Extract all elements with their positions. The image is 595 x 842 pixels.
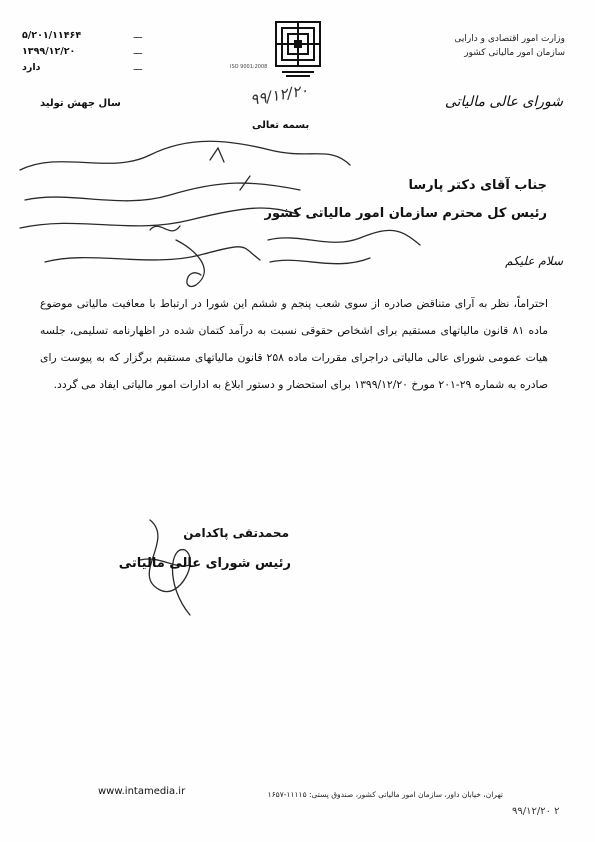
letter-date: ۱۳۹۹/۱۲/۲۰ bbox=[22, 46, 76, 57]
bismillah: بسمه تعالی bbox=[252, 120, 310, 131]
footer-handwritten-note: ۹۹/۱۲/۲۰ ۲ bbox=[512, 806, 560, 817]
year-slogan: سال جهش تولید bbox=[40, 98, 121, 109]
signer-name: محمدتقی پاکدامن bbox=[183, 526, 289, 540]
letter-attachment: دارد bbox=[22, 62, 41, 73]
letter-body: احتراماً، نظر به آرای متناقض صادره از سوی شعب پنجم و ششم این شورا در ارتباط با معافیت مالیاتی موضوع ماده ۸۱ قانون مالیاتهای مستقیم برای اشخاص حقوقی نسبت به درآمد کتمان شده در اظهارنامه تسلیمی، جلسه هیات عمومی شورای عالی مالیاتی دراجرای مقررات ماده ۲۵۸ قانون مالیاتهای مستقیم برگزار که به پیوست رای صادره به شماره ۲۹-۲۰۱ مورخ ۱۳۹۹/۱۲/۲۰ برای استحضار و دستور ابلاغ به ادارات امور مالیاتی ایفاد می گردد. bbox=[40, 297, 549, 391]
salutation: سلام علیکم bbox=[505, 254, 563, 268]
footer-address: تهران، خیابان داور، سازمان امور مالیاتی کشور، صندوق پستی: ۱۱۱۱۵-۱۶۵۷ bbox=[267, 790, 503, 799]
ministry-name: وزارت امور اقتصادی و دارایی bbox=[454, 34, 565, 44]
iso-label: ISO 9001:2008 bbox=[230, 64, 268, 70]
addressee: جناب آقای دکتر پارسا bbox=[408, 178, 547, 193]
website-link[interactable]: www.intamedia.ir bbox=[98, 786, 186, 797]
letter-meta: ۵/۲۰۱/۱۱۴۶۴ ـــ ۱۳۹۹/۱۲/۲۰ ـــ دارد ـــ bbox=[22, 28, 142, 76]
council-title: شورای عالی مالیاتی bbox=[444, 94, 563, 110]
letter-number: ۵/۲۰۱/۱۱۴۶۴ bbox=[22, 30, 82, 41]
signer-title: رئیس شورای عالی مالیاتی bbox=[118, 556, 291, 571]
handwritten-date: ۹۹/۱۲/۲۰ bbox=[248, 81, 310, 109]
addressee-position: رئیس کل محترم سازمان امور مالیاتی کشور bbox=[264, 206, 547, 221]
organization-name: سازمان امور مالیاتی کشور bbox=[464, 48, 565, 58]
